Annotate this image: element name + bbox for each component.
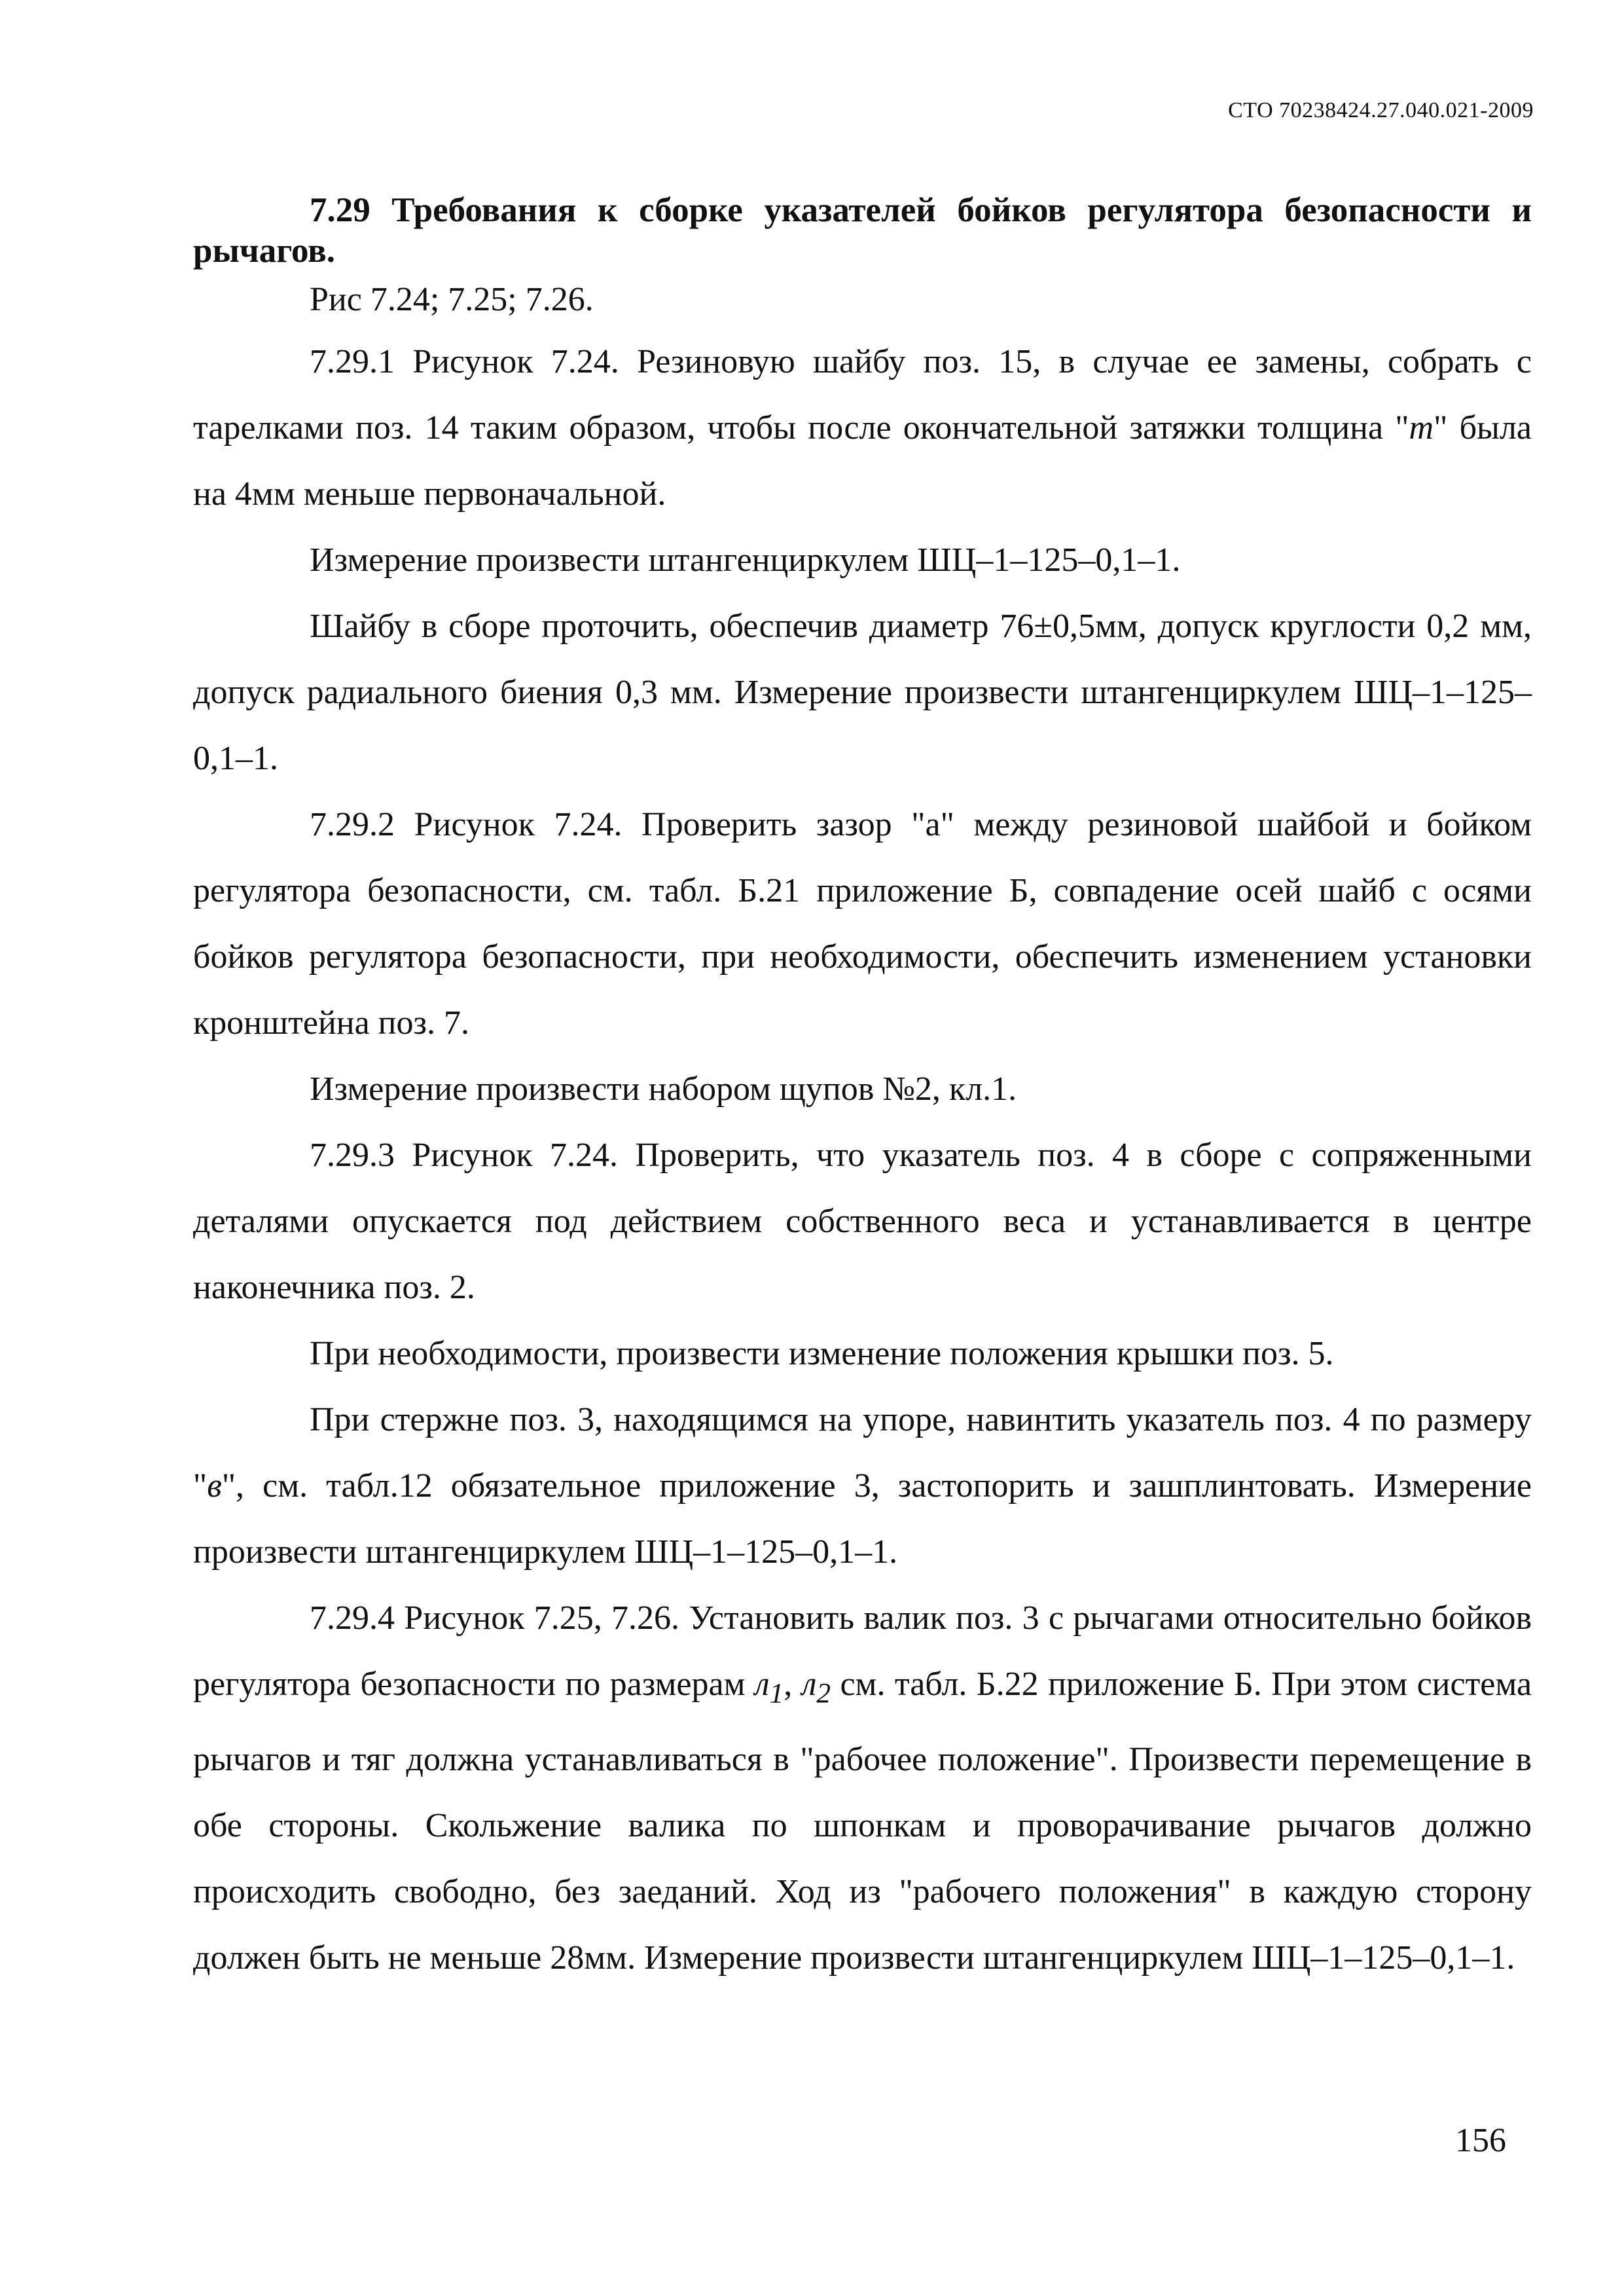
paragraph-washer-turn: Шайбу в сборе проточить, обеспечив диаметр 76±0,5мм, допуск круглости 0,2 мм, допуск радиального биения 0,3 мм. Измерение произвести штангенциркулем ШЦ–1–125–0,1–1. (193, 608, 1532, 777)
section-title: 7.29 Требования к сборке указателей бойков регулятора безопасности и рычагов. (193, 191, 1532, 270)
paragraph-cover-adjust: При необходимости, произвести изменение положения крышки поз. 5. (310, 1335, 1334, 1372)
paragraph-7-29-2: 7.29.2 Рисунок 7.24. Проверить зазор "а" между резиновой шайбой и бойком регулятора безопасности, см. табл. Б.21 приложение Б, совпадение осей шайб с осями бойков регулятора безопасности, при необходимости, обеспечить изменением установки кронштейна поз. 7. (193, 806, 1532, 1042)
page-number: 156 (1455, 2122, 1506, 2159)
document-code: СТО 70238424.27.040.021-2009 (1228, 98, 1534, 122)
paragraph-7-29-3: 7.29.3 Рисунок 7.24. Проверить, что указатель поз. 4 в сборе с сопряженными деталями опускается под действием собственного веса и устанавливается в центре наконечника поз. 2. (193, 1137, 1532, 1306)
paragraph-measure-2: Измерение произвести набором щупов №2, кл.1. (310, 1070, 1017, 1108)
figures-reference: Рис 7.24; 7.25; 7.26. (310, 281, 594, 318)
paragraph-7-29-4: 7.29.4 Рисунок 7.25, 7.26. Установить валик поз. 3 с рычагами относительно бойков регулятора безопасности по размерам $л_1$, $л_2$ см. табл. Б.22 приложение Б. При этом система рычагов и тяг должна устанавливаться в "рабочее положение". Произвести перемещение в обе стороны. Скольжение валика по шпонкам и проворачивание рычагов должно происходить свободно, без заеданий. Ход из "рабочего положения" в каждую сторону должен быть не меньше 28мм. Измерение произвести штангенциркулем ШЦ–1–125–0,1–1. (193, 1599, 1532, 1977)
paragraph-7-29-1: 7.29.1 Рисунок 7.24. Резиновую шайбу поз. 15, в случае ее замены, собрать с тарелками поз. 14 таким образом, чтобы после окончательной затяжки толщина "m" была на 4мм меньше первоначальной. (193, 343, 1532, 513)
paragraph-measure-1: Измерение произвести штангенциркулем ШЦ–1–125–0,1–1. (310, 541, 1181, 579)
page-content (193, 190, 1532, 1991)
paragraph-rod-stop: При стержне поз. 3, находящимся на упоре, навинтить указатель поз. 4 по размеру "в", см. табл.12 обязательное приложение 3, застопорить и зашплинтовать. Измерение произвести штангенциркулем ШЦ–1–125–0,1–1. (193, 1401, 1532, 1571)
